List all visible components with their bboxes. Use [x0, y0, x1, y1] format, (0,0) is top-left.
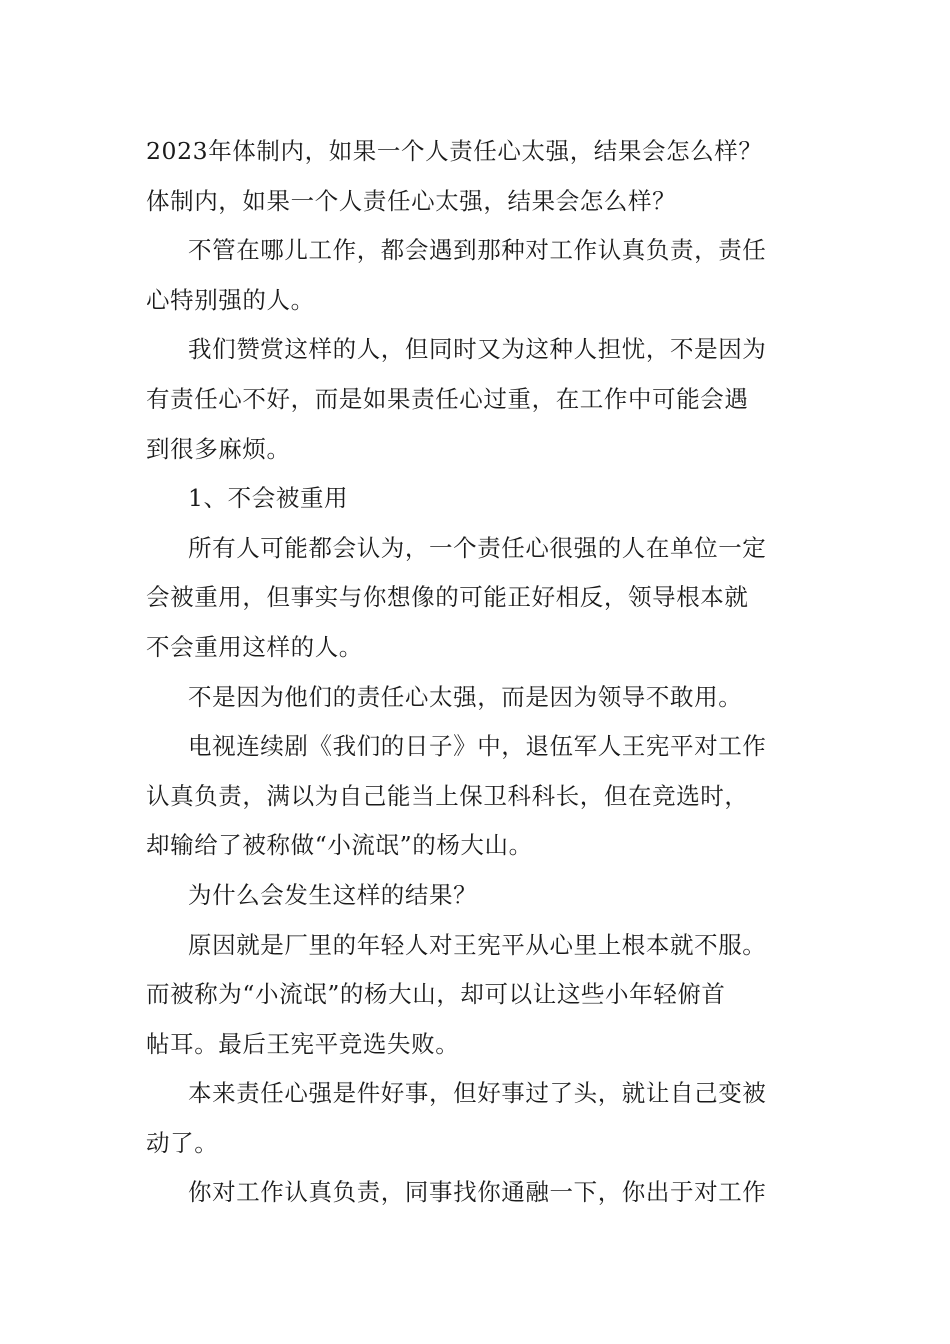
document-body: [146, 127, 806, 1218]
paragraph-line: 本来责任心强是件好事，但好事过了头，就让自己变被: [188, 1079, 767, 1108]
paragraph-line: 心特别强的人。: [146, 285, 315, 314]
paragraph-line: 有责任心不好，而是如果责任心过重，在工作中可能会遇: [146, 384, 749, 413]
paragraph-line: 到很多麻烦。: [146, 434, 291, 463]
paragraph-line: 为什么会发生这样的结果？: [188, 880, 478, 909]
paragraph-line: 不会重用这样的人。: [146, 632, 363, 661]
paragraph-line: 电视连续剧《我们的日子》中，退伍军人王宪平对工作: [188, 732, 767, 761]
paragraph-line: 我们赞赏这样的人，但同时又为这种人担忧，不是因为: [188, 335, 767, 364]
paragraph-line: 会被重用，但事实与你想像的可能正好相反，领导根本就: [146, 583, 749, 612]
paragraph-line: 原因就是厂里的年轻人对王宪平从心里上根本就不服。: [188, 930, 767, 959]
paragraph-line: 却输给了被称做“小流氓”的杨大山。: [146, 831, 533, 860]
paragraph-line: 不是因为他们的责任心太强，而是因为领导不敢用。: [188, 682, 743, 711]
section-heading: 1、不会被重用: [188, 484, 349, 513]
paragraph-line: 认真负责，满以为自己能当上保卫科科长，但在竞选时，: [146, 781, 749, 810]
paragraph-line: 所有人可能都会认为，一个责任心很强的人在单位一定: [188, 533, 767, 562]
paragraph-line: 不管在哪儿工作，都会遇到那种对工作认真负责，责任: [188, 236, 767, 265]
paragraph-line: 而被称为“小流氓”的杨大山，却可以让这些小年轻俯首: [146, 980, 726, 1009]
paragraph-line: 帖耳。最后王宪平竞选失败。: [146, 1029, 460, 1058]
subtitle-line: 体制内，如果一个人责任心太强，结果会怎么样？: [146, 186, 677, 215]
paragraph-line: 你对工作认真负责，同事找你通融一下，你出于对工作: [188, 1178, 767, 1207]
paragraph-line: 动了。: [146, 1128, 219, 1157]
title-line: 2023年体制内，如果一个人责任心太强，结果会怎么样？: [146, 137, 763, 165]
